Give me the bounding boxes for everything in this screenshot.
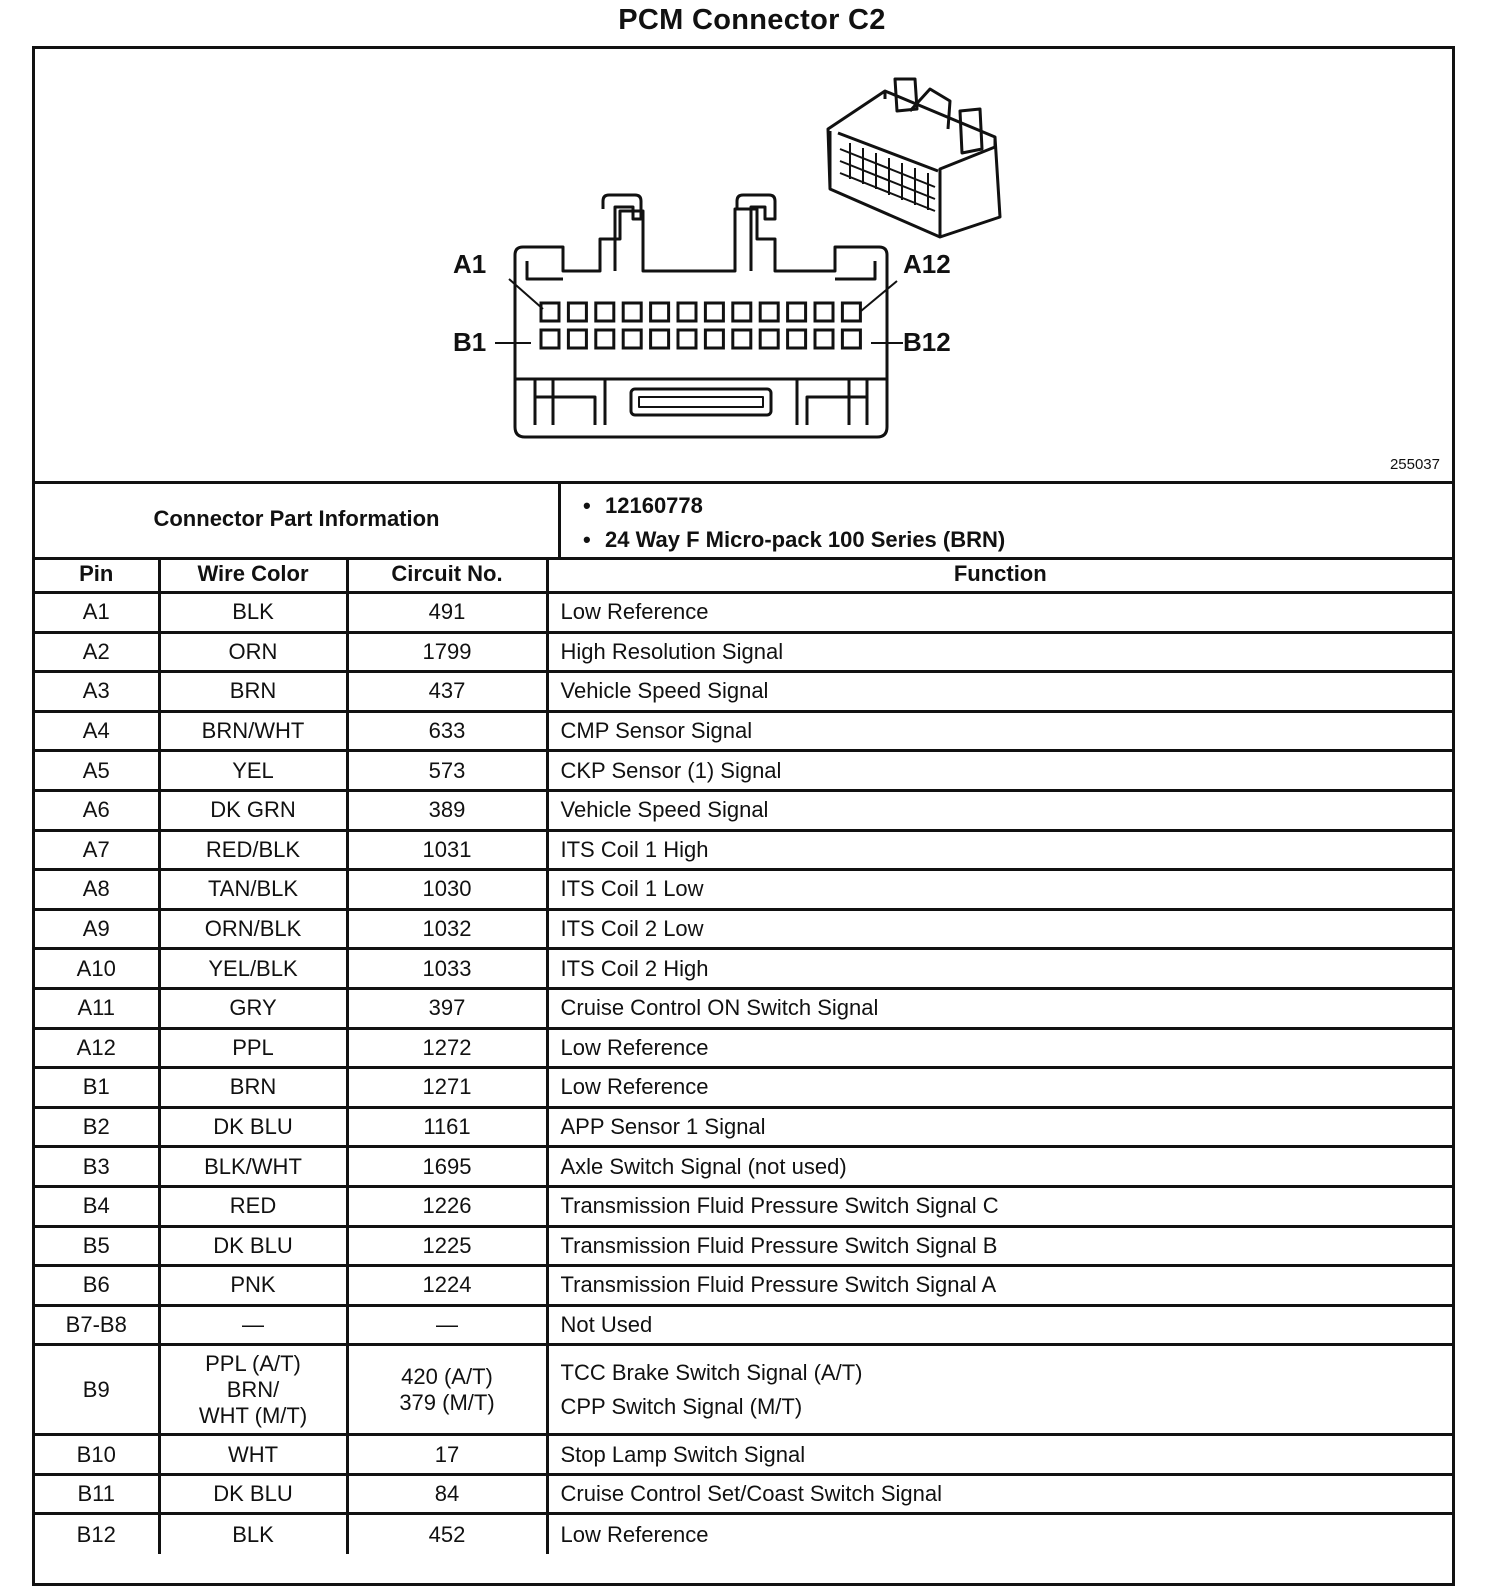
pin-cavity [596,330,614,348]
table-row [35,1474,1452,1514]
wire-color-cell: RED [159,1186,347,1226]
table-row [35,1186,1452,1226]
table-row [35,949,1452,989]
circuit-cell: 1030 [347,870,547,910]
pin-cell: A9 [35,909,159,949]
wire-color-cell: DK BLU [159,1107,347,1147]
circuit-cell: 1032 [347,909,547,949]
function-cell: Low Reference [547,1514,1452,1554]
pin-cell: B12 [35,1514,159,1554]
wire-color-cell: YEL/BLK [159,949,347,989]
pin-cell: B11 [35,1474,159,1514]
circuit-cell: 17 [347,1435,547,1475]
wire-color-cell: PPL [159,1028,347,1068]
header-function: Function [547,557,1452,593]
table-row [35,870,1452,910]
header-wire-color: Wire Color [159,557,347,593]
pin-cell: A2 [35,632,159,672]
circuit-cell: 1271 [347,1068,547,1108]
connector-sheet [32,46,1455,1586]
connector-part-info [35,481,1452,560]
table-header-row [35,557,1452,593]
table-row [35,1147,1452,1187]
function-cell: Axle Switch Signal (not used) [547,1147,1452,1187]
pin-cell: A5 [35,751,159,791]
function-cell: Transmission Fluid Pressure Switch Signal C [547,1186,1452,1226]
circuit-cell: 1031 [347,830,547,870]
circuit-cell: 633 [347,711,547,751]
connector-diagram [35,49,1452,481]
wire-color-cell: TAN/BLK [159,870,347,910]
wire-color-cell: RED/BLK [159,830,347,870]
pin-label-b12: B12 [903,327,951,357]
wire-color-cell: BRN [159,1068,347,1108]
function-cell: CKP Sensor (1) Signal [547,751,1452,791]
pin-cavity [733,303,751,321]
table-row [35,988,1452,1028]
function-cell: ITS Coil 1 Low [547,870,1452,910]
circuit-cell: 1799 [347,632,547,672]
pin-cell: A12 [35,1028,159,1068]
function-cell: Stop Lamp Switch Signal [547,1435,1452,1475]
pin-cavity [815,303,833,321]
circuit-cell: 1224 [347,1266,547,1306]
table-row [35,1107,1452,1147]
pin-label-a12: A12 [903,249,951,279]
circuit-cell: 397 [347,988,547,1028]
circuit-cell: 1226 [347,1186,547,1226]
wire-color-cell: GRY [159,988,347,1028]
function-cell: Vehicle Speed Signal [547,790,1452,830]
header-circuit: Circuit No. [347,557,547,593]
function-cell: APP Sensor 1 Signal [547,1107,1452,1147]
table-row [35,1435,1452,1475]
table-row [35,830,1452,870]
pin-cell: B10 [35,1435,159,1475]
function-cell: TCC Brake Switch Signal (A/T) CPP Switch Signal (M/T) [547,1345,1452,1435]
function-cell: Low Reference [547,593,1452,633]
pin-cell: B7-B8 [35,1305,159,1345]
function-cell: Cruise Control ON Switch Signal [547,988,1452,1028]
pin-cavity [815,330,833,348]
pin-cavity [705,330,723,348]
pin-cell: A10 [35,949,159,989]
pin-cell: A4 [35,711,159,751]
function-cell: Low Reference [547,1068,1452,1108]
pin-cavity [541,303,559,321]
function-cell: Low Reference [547,1028,1452,1068]
circuit-cell: 1695 [347,1147,547,1187]
circuit-cell: 573 [347,751,547,791]
wire-color-cell: BRN/WHT [159,711,347,751]
wire-color-cell: — [159,1305,347,1345]
function-cell: High Resolution Signal [547,632,1452,672]
table-row [35,1266,1452,1306]
pin-table [35,557,1452,1554]
wire-color-cell: DK BLU [159,1226,347,1266]
function-cell: ITS Coil 2 Low [547,909,1452,949]
wire-color-cell: DK BLU [159,1474,347,1514]
table-row [35,593,1452,633]
table-row [35,1514,1452,1554]
wire-color-cell: DK GRN [159,790,347,830]
circuit-cell: 452 [347,1514,547,1554]
wire-color-cell: PNK [159,1266,347,1306]
table-row [35,909,1452,949]
circuit-cell: 420 (A/T) 379 (M/T) [347,1345,547,1435]
function-cell: CMP Sensor Signal [547,711,1452,751]
pin-cavity [651,303,669,321]
wire-color-cell: PPL (A/T) BRN/ WHT (M/T) [159,1345,347,1435]
pin-cell: B6 [35,1266,159,1306]
part-number-item: • 12160778 [583,493,703,518]
connector-front-view [515,195,887,437]
pin-cavity [568,303,586,321]
pin-cell: B9 [35,1345,159,1435]
page-title: PCM Connector C2 [618,4,886,36]
function-cell: Transmission Fluid Pressure Switch Signal A [547,1266,1452,1306]
pin-cell: B3 [35,1147,159,1187]
pin-cavity [596,303,614,321]
circuit-cell: 1272 [347,1028,547,1068]
pin-cell: A1 [35,593,159,633]
pin-cavity [678,330,696,348]
table-row [35,672,1452,712]
circuit-cell: — [347,1305,547,1345]
function-cell: Not Used [547,1305,1452,1345]
pin-cavity [760,303,778,321]
pin-cavity [842,303,860,321]
figure-number: 255037 [1389,456,1440,473]
pin-cell: B4 [35,1186,159,1226]
circuit-cell: 437 [347,672,547,712]
pin-cavity [623,330,641,348]
circuit-cell: 389 [347,790,547,830]
pin-cavity [541,330,559,348]
pin-cell: A3 [35,672,159,712]
pin-cavity [568,330,586,348]
pin-cell: A7 [35,830,159,870]
wire-color-cell: WHT [159,1435,347,1475]
table-row [35,790,1452,830]
circuit-cell: 1161 [347,1107,547,1147]
table-row [35,1068,1452,1108]
pin-cell: A11 [35,988,159,1028]
pin-cavity [705,303,723,321]
function-cell: Vehicle Speed Signal [547,672,1452,712]
connector-3d-illustration [828,79,1000,237]
wire-color-cell: BLK/WHT [159,1147,347,1187]
connector-part-info-label: Connector Part Information [35,481,561,557]
part-description-item: • 24 Way F Micro-pack 100 Series (BRN) [583,527,1006,552]
pin-cavity [788,303,806,321]
pin-cell: B2 [35,1107,159,1147]
table-row [35,1226,1452,1266]
wire-color-cell: ORN/BLK [159,909,347,949]
connector-part-info-list [583,489,1005,557]
pin-cavity [788,330,806,348]
wire-color-cell: BRN [159,672,347,712]
table-row [35,1345,1452,1435]
pin-cavity [651,330,669,348]
pin-cavity [678,303,696,321]
table-row [35,1028,1452,1068]
pin-cavity [760,330,778,348]
function-cell: Transmission Fluid Pressure Switch Signal B [547,1226,1452,1266]
table-row [35,751,1452,791]
wire-color-cell: BLK [159,593,347,633]
circuit-cell: 1225 [347,1226,547,1266]
wire-color-cell: ORN [159,632,347,672]
pin-label-b1: B1 [453,327,487,357]
circuit-cell: 84 [347,1474,547,1514]
function-cell: ITS Coil 1 High [547,830,1452,870]
pin-cell: A6 [35,790,159,830]
table-row [35,711,1452,751]
pin-cavity [733,330,751,348]
connector-figure [35,49,1452,484]
pin-cavity [842,330,860,348]
pin-cell: B1 [35,1068,159,1108]
circuit-cell: 1033 [347,949,547,989]
pin-cell: B5 [35,1226,159,1266]
table-row [35,1305,1452,1345]
pin-cavity [623,303,641,321]
header-pin: Pin [35,557,159,593]
function-cell: Cruise Control Set/Coast Switch Signal [547,1474,1452,1514]
wire-color-cell: BLK [159,1514,347,1554]
wire-color-cell: YEL [159,751,347,791]
pin-label-a1: A1 [453,249,487,279]
circuit-cell: 491 [347,593,547,633]
pin-cell: A8 [35,870,159,910]
function-cell: ITS Coil 2 High [547,949,1452,989]
table-row [35,632,1452,672]
